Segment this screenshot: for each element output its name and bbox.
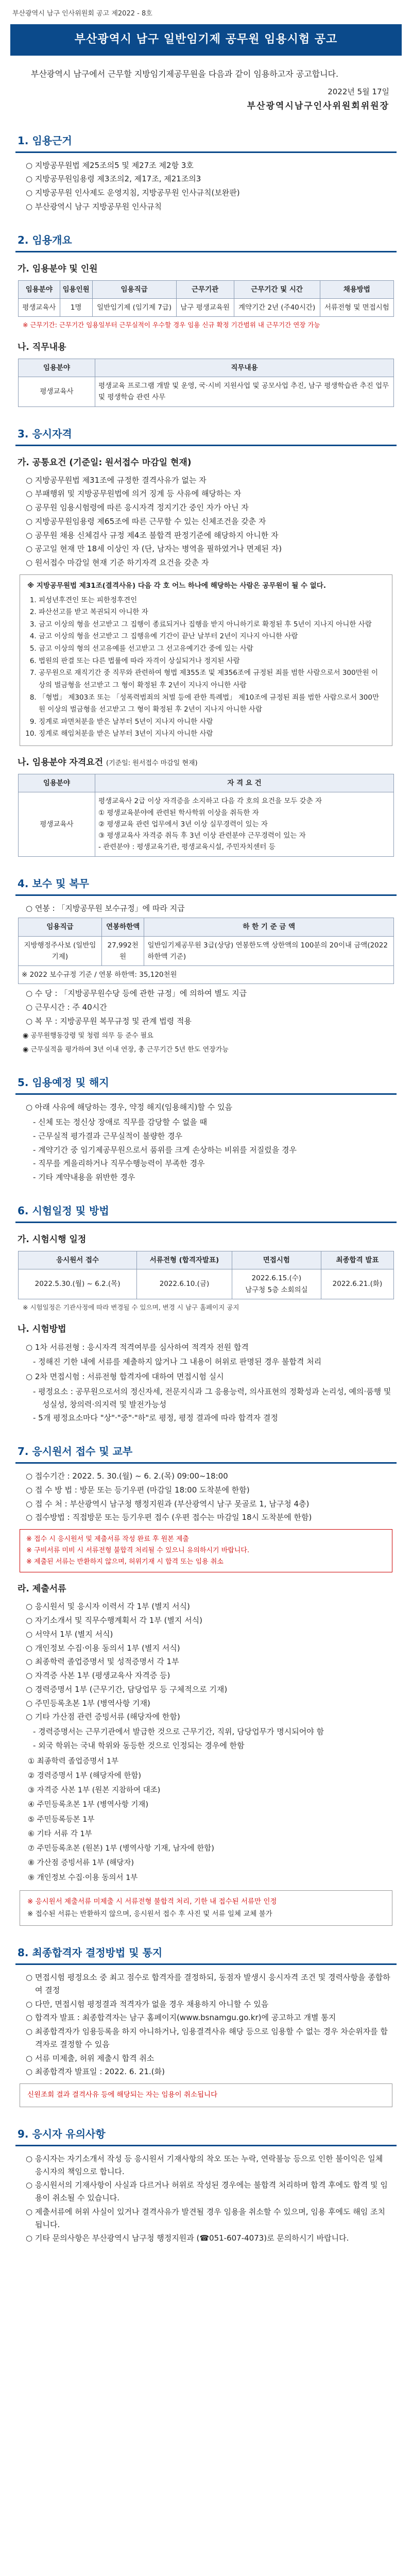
list-item: 4. 금고 이상의 형을 선고받고 그 집행유예 기간이 끝난 날부터 2년이 지나지 아니한 사람 (39, 631, 385, 643)
list-item: ○ 지방공무원법 제31조에 규정한 결격사유가 없는 자 (26, 474, 391, 487)
requirement-line: 평생교육사 2급 이상 자격증을 소지하고 다음 각 호의 요건을 모두 갖춘 자 (98, 797, 322, 806)
list-item: ○ 최종학력 졸업증명서 및 성적증명서 각 1부 (26, 1655, 391, 1668)
requirement-line: ① 평생교육분야에 관련된 학사학위 이상을 취득한 자 (98, 808, 259, 817)
pay-note: ◉ 공무원행동강령 및 청렴 의무 등 준수 필요 (23, 1031, 153, 1040)
subsection-method: 나. 시험방법 (18, 1324, 66, 1335)
table-header: 임용분야 (19, 359, 95, 377)
list-item: ○ 응시자는 자기소개서 작성 등 응시원서 기재사항의 착오 또는 누락, 연락불능 등으로 인한 불이익은 일체 응시자의 책임으로 합니다. (26, 2153, 391, 2178)
table-cell: 일반임기제 (임기제 7급) (92, 298, 176, 316)
checklist-item: ⑧ 가산점 증빙서류 1부 (해당자) (28, 1859, 134, 1868)
list-item: ○ 수 당 : 「지방공무원수당 등에 관한 규정」에 의하여 별도 지급 (26, 987, 391, 1000)
list-item: ○ 지방공무원법 제25조의5 및 제27조 제2항 3호 (26, 159, 391, 172)
list-item: - 평정요소 : 공무원으로서의 정신자세, 전문지식과 그 응용능력, 의사표현의 정확성과 논리성, 예의·품행 및 성실성, 창의력·의지력 및 발전가능성 (33, 1386, 391, 1409)
list-item: 3. 금고 이상의 형을 선고받고 그 집행이 종료되거나 집행을 받지 아니하기로 확정된 후 5년이 지나지 아니한 사람 (39, 619, 385, 631)
schedule-note: ※ 시험일정은 기관사정에 따라 변경될 수 있으며, 변경 시 남구 홈페이지 공지 (23, 1303, 239, 1311)
section-final-decision-heading: 8. 최종합격자 결정방법 및 통지 (15, 1944, 397, 1965)
subsection-schedule: 가. 시험시행 일정 (18, 1234, 87, 1245)
table-header: 임용분야 (19, 774, 95, 792)
list-item: 7. 공무원으로 재직기간 중 직무와 관련하여 형법 제355조 및 제356조에 규정된 죄를 범한 사람으로서 300만원 이상의 벌금형을 선고받고 그 형이 확정된 후 2년이 지나지 아니한 사람 (39, 667, 385, 691)
table-header: 자 격 요 건 (95, 774, 394, 792)
list-item: 6. 법원의 판결 또는 다른 법률에 따라 자격이 상실되거나 정지된 사람 (39, 655, 385, 668)
list-item: ○ 지방공무원임용령 제65조에 따른 근무할 수 있는 신체조건을 갖춘 자 (26, 515, 391, 528)
list-item: ○ 서류 미제출, 허위 제출시 합격 취소 (26, 2052, 391, 2065)
disqualification-list (27, 595, 385, 741)
checklist-item: ⑨ 개인정보 수집·이용 동의서 1부 (28, 1873, 138, 1882)
table-header: 임용분야 (19, 280, 60, 298)
table-header: 임용직급 (92, 280, 176, 298)
section-application-heading: 7. 응시원서 접수 및 교부 (15, 1443, 397, 1464)
list-item: ○ 아래 사유에 해당하는 경우, 약정 해지(임용해지)할 수 있음 (26, 1101, 391, 1114)
table-cell: 평생교육사 (19, 298, 60, 316)
method-list (26, 1341, 391, 1354)
announcement-date: 2022년 5월 17일 (328, 87, 389, 96)
duties-table (18, 359, 394, 407)
table-cell (95, 792, 394, 856)
disqualification-title: ※ 지방공무원법 제31조(결격사유) 다음 각 호 어느 하나에 해당하는 사람은 공무원이 될 수 없다. (27, 581, 326, 590)
table-header: 면접시험 (232, 1251, 321, 1269)
announcement-number: 부산광역시 남구 인사위원회 공고 제2022 - 8호 (12, 10, 152, 18)
list-item: ○ 접 수 처 : 부산광역시 남구청 행정지원과 (부산광역시 남구 못골로 1, 남구청 4층) (26, 1498, 391, 1511)
table-cell: 평생교육사 (19, 377, 95, 407)
pay-table (18, 918, 394, 984)
list-item: ○ 합격자 발표 : 최종합격자는 남구 홈페이지(www.bsnamgu.go.kr)에 공고하고 개별 통지 (26, 2011, 391, 2024)
list-item: ○ 접수기간 : 2022. 5. 30.(월) ~ 6. 2.(목) 09:00~18:00 (26, 1470, 391, 1483)
table-cell: 평생교육사 (19, 792, 95, 856)
table-cell: 27,992천원 (101, 936, 144, 966)
schedule-table (18, 1251, 394, 1299)
checklist-item: ⑤ 주민등록등본 1부 (28, 1815, 95, 1824)
list-item: ○ 1차 서류전형 : 응시자격 적격여부를 심사하여 적격자 전원 합격 (26, 1341, 391, 1354)
list-item: 10. 징계로 해임처분을 받은 날부터 3년이 지나지 아니한 사람 (39, 728, 385, 740)
subsection-positions: 가. 임용분야 및 인원 (18, 263, 98, 274)
requirement-line: ③ 평생교육사 자격증 취득 후 3년 이상 관련분야 근무경력이 있는 자 (98, 832, 306, 840)
table-header: 최종합격 발표 (321, 1251, 393, 1269)
pay-items-list (26, 987, 391, 1027)
table-header: 근무기관 (176, 280, 234, 298)
positions-note: ※ 근무기간: 근무기간 임용일부터 근무실적이 우수할 경우 임용 신규 확정 기간범위 내 근무기간 연장 가능 (23, 321, 320, 329)
method-sublist (33, 1385, 391, 1425)
list-item: 9. 징계로 파면처분을 받은 날부터 5년이 지나지 아니한 사람 (39, 716, 385, 728)
common-requirements-list (26, 474, 391, 569)
legal-basis-list (26, 159, 391, 213)
list-item: ○ 연봉 : 「지방공무원 보수규정」에 따라 지급 (26, 902, 391, 915)
table-header: 채용방법 (320, 280, 393, 298)
list-item: ○ 지방공무원임용령 제3조의2, 제17조, 제21조의3 (26, 173, 391, 185)
table-cell: 2022.5.30.(월) ~ 6.2.(목) (19, 1269, 137, 1299)
list-item: ○ 근무시간 : 주 40시간 (26, 1001, 391, 1014)
list-item: ○ 다만, 면접시험 평정결과 적격자가 없을 경우 채용하지 아니할 수 있음 (26, 1998, 391, 2011)
list-item: 1. 피성년후견인 또는 피한정후견인 (39, 595, 385, 607)
list-item: - 직무를 게을리하거나 직무수행능력이 부족한 경우 (33, 1159, 205, 1168)
positions-table (18, 280, 394, 317)
section-schedule-heading: 6. 시험일정 및 방법 (15, 1202, 397, 1223)
list-item: - 5개 평정요소마다 "상"·"중"·"하"로 평정, 평정 결과에 따라 합격자 결정 (33, 1413, 278, 1423)
checklist-item: ① 최종학력 졸업증명서 1부 (28, 1757, 119, 1766)
table-row (19, 1269, 394, 1299)
announcement-page (10, 0, 402, 2278)
subsection-duties: 나. 직무내용 (18, 342, 66, 352)
list-item: ○ 최종합격자 발표일 : 2022. 6. 21.(화) (26, 2065, 391, 2078)
section-overview-heading: 2. 임용개요 (15, 232, 397, 252)
table-header: 연봉하한액 (101, 918, 144, 936)
page-title: 부산광역시 남구 일반임기제 공무원 임용시험 공고 (10, 24, 402, 55)
list-item: ○ 공무원 임용시험령에 따른 응시자격 정지기간 중인 자가 아닌 자 (26, 501, 391, 514)
list-item: ○ 주민등록초본 1부 (병역사항 기재) (26, 1697, 391, 1710)
documents-notice-box (20, 1890, 392, 1926)
list-item: ○ 지방공무원 인사제도 운영지침, 지방공무원 인사규칙(보완판) (26, 187, 391, 199)
warning-line: ※ 구비서류 미비 시 서류전형 불합격 처리될 수 있으니 유의하시기 바랍니다. (26, 1547, 250, 1555)
table-cell: 계약기간 2년 (주40시간) (234, 298, 320, 316)
list-item: - 경력증명서는 근무기관에서 발급한 것으로 근무기간, 직위, 담당업무가 명시되어야 함 (33, 1727, 324, 1737)
schedule-date: 2022.6.15.(수) (251, 1274, 302, 1283)
documents-sublist (33, 1725, 391, 1752)
list-item: ○ 최종합격자가 임용등록을 하지 아니하거나, 임용결격사유 해당 등으로 임용할 수 없는 경우 차순위자를 합격자로 결정할 수 있음 (26, 2025, 391, 2051)
table-header: 임용직급 (19, 918, 102, 936)
list-item: ○ 자기소개서 및 직무수행계획서 각 1부 (별지 서식) (26, 1614, 391, 1627)
issuing-organization: 부산광역시남구인사위원회위원장 (247, 101, 389, 112)
list-item: ○ 공고일 현재 만 18세 이상인 자 (단, 남자는 병역을 필하였거나 면제된 자) (26, 543, 391, 555)
list-item: ○ 제출서류에 허위 사실이 있거나 결격사유가 발견될 경우 임용을 취소할 수 있으며, 임용 후에도 해임 조치됩니다. (26, 2206, 391, 2231)
section-termination-heading: 5. 임용예정 및 해지 (15, 1074, 397, 1095)
table-header: 응시원서 접수 (19, 1251, 137, 1269)
applicant-notes-list (26, 2153, 391, 2245)
disqualification-box (20, 574, 392, 746)
intro-text: 부산광역시 남구에서 근무할 지방임기제공무원을 다음과 같이 임용하고자 공고합니다. (31, 69, 339, 79)
table-header: 서류전형 (합격자발표) (137, 1251, 232, 1269)
list-item: ○ 개인정보 수집·이용 동의서 1부 (별지 서식) (26, 1642, 391, 1655)
warning-line: ※ 제출된 서류는 반환하지 않으며, 허위기재 시 합격 또는 임용 취소 (26, 1558, 224, 1566)
section-legal-basis-heading: 1. 임용근거 (15, 132, 397, 153)
table-header: 임용인원 (60, 280, 92, 298)
subsection-note: (기준일: 원서접수 마감일 현재) (106, 759, 198, 767)
pay-intro-list (26, 902, 391, 915)
pay-note: ◉ 근무실적을 평가하여 3년 이내 연장, 총 근무기간 5년 한도 연장가능 (23, 1046, 229, 1054)
list-item: 8. 「형법」 제303조 또는 「성폭력범죄의 처벌 등에 관한 특례법」 제10조에 규정된 죄를 범한 사람으로서 300만원 이상의 벌금형을 선고받고 그 형이 확정된 후 2년이 지나지 아니한 사람 (39, 692, 385, 716)
termination-sublist (33, 1116, 391, 1184)
list-item: ○ 응시원서의 기재사항이 사실과 다르거나 허위로 작성된 경우에는 불합격 처리하며 합격 후에도 합격 및 임용이 취소될 수 있습니다. (26, 2179, 391, 2205)
table-row (19, 936, 394, 966)
checklist-item: ③ 자격증 사본 1부 (원본 지참하여 대조) (28, 1786, 161, 1795)
list-item: ○ 응시원서 및 응시자 이력서 각 1부 (별지 서식) (26, 1600, 391, 1613)
list-item: - 정해진 기한 내에 서류를 제출하지 않거나 그 내용이 허위로 판명된 경우 불합격 처리 (33, 1357, 322, 1367)
list-item: ○ 공무원 채용 신체검사 규정 제4조 불합격 판정기준에 해당하지 아니한 자 (26, 529, 391, 542)
table-row (19, 298, 394, 316)
final-decision-list (26, 1971, 391, 2078)
list-item: ○ 접수방법 : 직접방문 또는 등기우편 접수 (우편 접수는 마감일 18시 도착분에 한함) (26, 1511, 391, 1524)
table-cell: 서류전형 및 면접시험 (320, 298, 393, 316)
list-item: ○ 접 수 방 법 : 방문 또는 등기우편 (마감일 18:00 도착분에 한함) (26, 1484, 391, 1497)
table-header: 하 한 기 준 금 액 (144, 918, 394, 936)
list-item: - 계약기간 중 임기제공무원으로서 품위를 크게 손상하는 비위를 저질렀을 경우 (33, 1145, 297, 1155)
checklist-item: ⑦ 주민등록초본 (원본) 1부 (병역사항 기재, 남자에 한함) (28, 1844, 214, 1853)
list-item: ○ 서약서 1부 (별지 서식) (26, 1628, 391, 1641)
subsection-position-requirements (18, 755, 394, 770)
table-cell: 평생교육 프로그램 개발 및 운영, 국·시비 지원사업 및 공모사업 추진, 남구 평생학습관 추진 업무 및 평생학습 관련 사무 (95, 377, 394, 407)
application-warning-box (20, 1529, 392, 1572)
list-item: ○ 자격증 사본 1부 (평생교육사 자격증 등) (26, 1669, 391, 1682)
list-item: ○ 복 무 : 지방공무원 복무규정 및 관계 법령 적용 (26, 1015, 391, 1028)
list-item: ○ 경력증명서 1부 (근무기간, 담당업무 등 구체적으로 기재) (26, 1683, 391, 1696)
table-header: 직무내용 (95, 359, 394, 377)
list-item: ○ 부패행위 및 지방공무원법에 의거 징계 등 사유에 해당하는 자 (26, 487, 391, 500)
termination-list (26, 1101, 391, 1114)
final-decision-warning: 신원조회 결과 결격사유 등에 해당되는 자는 임용이 취소됩니다 (20, 2083, 392, 2107)
documents-list (26, 1600, 391, 1723)
subsection-title: 나. 임용분야 자격요건 (18, 757, 104, 768)
warning-line: ※ 접수 시 응시원서 및 제출서류 작성 완료 후 원본 제출 (26, 1535, 189, 1543)
list-item: ○ 기타 문의사항은 부산광역시 남구청 행정지원과 (☎051-607-4073)로 문의하시기 바랍니다. (26, 2232, 391, 2245)
requirements-table (18, 774, 394, 857)
table-row (19, 792, 394, 856)
table-cell: 1명 (60, 298, 92, 316)
requirement-line: - 관련분야 : 평생교육기관, 평생교육시설, 주민자치센터 등 (98, 843, 276, 852)
list-item: - 근무실적 평가결과 근무실적이 불량한 경우 (33, 1131, 183, 1141)
checklist-item: ⑥ 기타 서류 각 1부 (28, 1829, 92, 1838)
table-cell: ※ 2022 보수규정 기준 / 연봉 하한액: 35,120천원 (19, 966, 394, 984)
notice-line: ※ 응시원서 제출서류 미제출 시 서류전형 불합격 처리, 기한 내 접수된 서류만 인정 (27, 1897, 277, 1906)
list-item: - 외국 학위는 국내 학위와 동등한 것으로 인정되는 경우에 한함 (33, 1740, 245, 1750)
notice-line: ※ 접수된 서류는 반환하지 않으며, 응시원서 접수 후 사진 및 서류 일체 교체 불가 (27, 1909, 272, 1918)
section-pay-heading: 4. 보수 및 복무 (15, 875, 397, 896)
list-item: ○ 부산광역시 남구 지방공무원 인사규칙 (26, 200, 391, 213)
table-row (19, 966, 394, 984)
checklist (28, 1754, 389, 1885)
list-item: ○ 면접시험 평정요소 중 최고 점수로 합격자를 결정하되, 동점자 발생시 응시자격 조건 및 경력사항을 종합하여 결정 (26, 1971, 391, 1997)
table-header: 근무기간 및 시간 (234, 280, 320, 298)
table-cell: 지방행정주사보 (일반임기제) (19, 936, 102, 966)
method-list (26, 1370, 391, 1383)
table-cell: 일반임기제공무원 3급(상당) 연봉한도액 상한액의 100분의 20이내 금액(2022 하한액 기준) (144, 936, 394, 966)
table-cell (232, 1269, 321, 1299)
list-item: - 기타 계약내용을 위반한 경우 (33, 1173, 135, 1182)
method-sublist (33, 1355, 391, 1368)
subsection-common-requirements: 가. 공통요건 (기준일: 원서접수 마감일 현재) (18, 457, 192, 468)
table-cell: 남구 평생교육원 (176, 298, 234, 316)
checklist-item: ④ 주민등록초본 1부 (병역사항 기재) (28, 1801, 149, 1809)
list-item: 5. 금고 이상의 형의 선고유예를 선고받고 그 선고유예기간 중에 있는 사람 (39, 643, 385, 655)
application-list (26, 1470, 391, 1524)
section-notes-heading: 9. 응시자 유의사항 (15, 2126, 397, 2146)
list-item: 2. 파산선고를 받고 복권되지 아니한 자 (39, 606, 385, 619)
schedule-location: 남구청 5층 소회의실 (245, 1285, 308, 1294)
list-item: ○ 원서접수 마감일 현재 기준 하기자격 요건을 갖춘 자 (26, 556, 391, 569)
checklist-item: ② 경력증명서 1부 (해당자에 한함) (28, 1771, 142, 1780)
table-row (19, 377, 394, 407)
list-item: ○ 기타 가산점 관련 증빙서류 (해당자에 한함) (26, 1710, 391, 1723)
requirement-line: ② 평생교육 관련 업무에서 3년 이상 실무경력이 있는 자 (98, 820, 268, 828)
table-cell: 2022.6.10.(금) (137, 1269, 232, 1299)
subsection-documents: 라. 제출서류 (18, 1584, 66, 1595)
section-eligibility-heading: 3. 응시자격 (15, 426, 397, 446)
list-item: - 신체 또는 정신상 장애로 직무를 감당할 수 없을 때 (33, 1117, 208, 1127)
table-cell: 2022.6.21.(화) (321, 1269, 393, 1299)
list-item: ○ 2차 면접시험 : 서류전형 합격자에 대하여 면접시험 실시 (26, 1370, 391, 1383)
